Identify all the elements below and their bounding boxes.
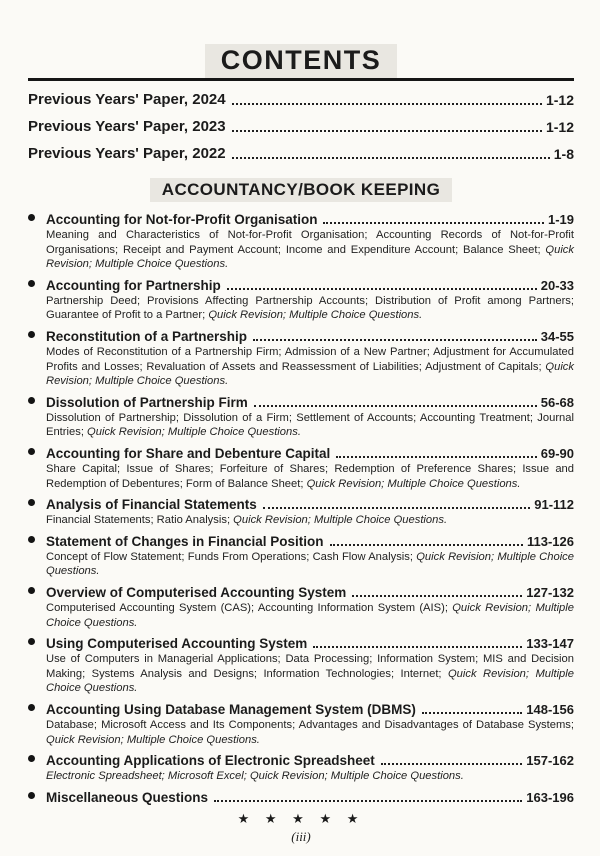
- page-number: (iii): [291, 828, 311, 844]
- chapter-entry: [28, 753, 574, 784]
- chapter-title: Accounting Applications of Electronic Spreadsheet: [46, 753, 375, 769]
- chapter-entry: [28, 636, 574, 696]
- chapter-title-row: [28, 753, 574, 768]
- chapter-description: Dissolution of Partnership; Dissolution of a Firm; Settlement of Accounts; Accounting Treatment; Journal Entries; Quick Revision; Multiple Choice Questions.: [46, 411, 574, 439]
- chapter-description: Concept of Flow Statement; Funds From Operations; Cash Flow Analysis; Quick Revision; Multiple Choice Questions.: [46, 550, 574, 578]
- chapter-title: Miscellaneous Questions: [46, 789, 209, 805]
- chapter-entry: [28, 534, 574, 579]
- chapter-title: Accounting Using Database Management System (DBMS): [46, 701, 416, 717]
- chapter-title: Overview of Computerised Accounting System: [46, 584, 347, 600]
- bullet-icon: [28, 755, 35, 762]
- dot-leader: [232, 103, 542, 105]
- page-range: 69-90: [540, 445, 574, 461]
- chapter-title-row: [28, 702, 574, 717]
- page-range: 127-132: [526, 584, 574, 600]
- chapter-title-row: [28, 446, 574, 461]
- dot-leader: [254, 405, 537, 407]
- chapter-entry: [28, 585, 574, 630]
- chapter-entry: [28, 329, 574, 389]
- chapter-title-row: [28, 497, 574, 512]
- paper-title: Previous Years' Paper, 2024: [28, 91, 226, 109]
- chapter-title: Accounting for Share and Debenture Capital: [46, 445, 331, 461]
- chapter-description: Electronic Spreadsheet; Microsoft Excel; Quick Revision; Multiple Choice Questions.: [46, 770, 464, 783]
- chapter-entry: [28, 497, 574, 528]
- chapter-title: Accounting for Partnership: [46, 277, 221, 293]
- dot-leader: [232, 130, 542, 132]
- bullet-icon: [28, 792, 35, 799]
- chapter-title-row: [28, 212, 574, 227]
- chapter-title: Dissolution of Partnership Firm: [46, 394, 248, 410]
- dot-leader: [330, 544, 523, 546]
- paper-entry: [28, 91, 574, 108]
- dot-leader: [352, 595, 522, 597]
- page-range: 1-8: [553, 146, 574, 163]
- title-bar: [28, 44, 574, 78]
- paper-entry: [28, 145, 574, 162]
- chapter-entry: [28, 212, 574, 272]
- chapter-list: [28, 212, 574, 805]
- page-range: 91-112: [534, 497, 574, 513]
- page-range: 163-196: [526, 789, 574, 805]
- chapter-entry: [28, 790, 574, 805]
- page-range: 1-19: [547, 212, 574, 228]
- page-range: 34-55: [540, 329, 574, 345]
- chapter-title: Using Computerised Accounting System: [46, 636, 308, 652]
- paper-title: Previous Years' Paper, 2023: [28, 118, 226, 136]
- dot-leader: [381, 763, 522, 765]
- bullet-icon: [28, 214, 35, 221]
- chapter-title-row: [28, 329, 574, 344]
- dot-leader: [422, 712, 522, 714]
- chapter-title: Accounting for Not-for-Profit Organisation: [46, 212, 318, 228]
- bullet-icon: [28, 280, 35, 287]
- paper-entry: [28, 118, 574, 135]
- bullet-icon: [28, 536, 35, 543]
- dot-leader: [232, 157, 550, 159]
- stars-separator: ★ ★ ★ ★ ★: [237, 810, 365, 826]
- dot-leader: [313, 646, 522, 648]
- chapter-description: Financial Statements; Ratio Analysis; Quick Revision; Multiple Choice Questions.: [46, 514, 448, 527]
- section-heading-wrap: [28, 178, 574, 202]
- chapter-title-row: [28, 585, 574, 600]
- chapter-entry: [28, 446, 574, 491]
- chapter-description: Meaning and Characteristics of Not-for-Profit Organisation; Accounting Records of Not-for-Profit Organisations; Receipt and Payment Account; Income and Expenditure Account; Balance Sheet; Quick Revision; Multiple Choice Questions.: [46, 229, 574, 271]
- chapter-title-row: [28, 534, 574, 549]
- chapter-description: Use of Computers in Managerial Applications; Data Processing; Information System; MIS and Decision Making; Systems Analysis and Designs; Information Technologies; Internet; Quick Revision; Multiple Choice Questions.: [46, 653, 574, 695]
- dot-leader: [253, 339, 537, 341]
- chapter-title: Statement of Changes in Financial Position: [46, 533, 324, 549]
- title-divider: [28, 78, 574, 81]
- page-range: 133-147: [526, 636, 574, 652]
- bullet-icon: [28, 499, 35, 506]
- page-range: 113-126: [527, 533, 574, 549]
- bullet-icon: [28, 397, 35, 404]
- chapter-title-row: [28, 636, 574, 651]
- dot-leader: [214, 800, 522, 802]
- page-range: 157-162: [526, 753, 574, 769]
- bullet-icon: [28, 638, 35, 645]
- dot-leader: [263, 507, 530, 509]
- dot-leader: [336, 456, 536, 458]
- previous-papers-list: [28, 91, 574, 162]
- chapter-description: Database; Microsoft Access and Its Components; Advantages and Disadvantages of Database Systems; Quick Revision; Multiple Choice Questions.: [46, 718, 574, 746]
- bullet-icon: [28, 587, 35, 594]
- chapter-entry: [28, 395, 574, 440]
- chapter-title-row: [28, 278, 574, 293]
- bullet-icon: [28, 331, 35, 338]
- page-range: 148-156: [526, 701, 574, 717]
- dot-leader: [227, 288, 537, 290]
- page-range: 1-12: [545, 119, 574, 136]
- section-heading: ACCOUNTANCY/BOOK KEEPING: [150, 178, 452, 202]
- chapter-entry: [28, 278, 574, 323]
- chapter-description: Computerised Accounting System (CAS); Accounting Information System (AIS); Quick Revision; Multiple Choice Questions.: [46, 601, 574, 629]
- chapter-title: Reconstitution of a Partnership: [46, 329, 248, 345]
- chapter-title-row: [28, 395, 574, 410]
- page-range: 20-33: [540, 277, 574, 293]
- page-title: CONTENTS: [205, 44, 398, 78]
- chapter-title-row: [28, 790, 574, 805]
- chapter-description: Share Capital; Issue of Shares; Forfeiture of Shares; Redemption of Preference Shares; Issue and Redemption of Debentures; Form of Balance Sheet; Quick Revision; Multiple Choice Questions.: [46, 462, 574, 490]
- chapter-title: Analysis of Financial Statements: [46, 497, 257, 513]
- chapter-entry: [28, 702, 574, 747]
- page-range: 1-12: [545, 92, 574, 109]
- dot-leader: [323, 222, 543, 224]
- bullet-icon: [28, 704, 35, 711]
- chapter-description: Partnership Deed; Provisions Affecting Partnership Accounts; Distribution of Profit among Partners; Guarantee of Profit to a Partner; Quick Revision; Multiple Choice Questions.: [46, 294, 574, 322]
- page-range: 56-68: [540, 394, 574, 410]
- paper-title: Previous Years' Paper, 2022: [28, 145, 226, 163]
- bullet-icon: [28, 448, 35, 455]
- chapter-description: Modes of Reconstitution of a Partnership Firm; Admission of a New Partner; Adjustment for Accumulated Profits and Losses; Revaluation of Assets and Reassessment of Liabilities; Adjustment of Capitals; Quick Revision; Multiple Choice Questions.: [46, 346, 574, 388]
